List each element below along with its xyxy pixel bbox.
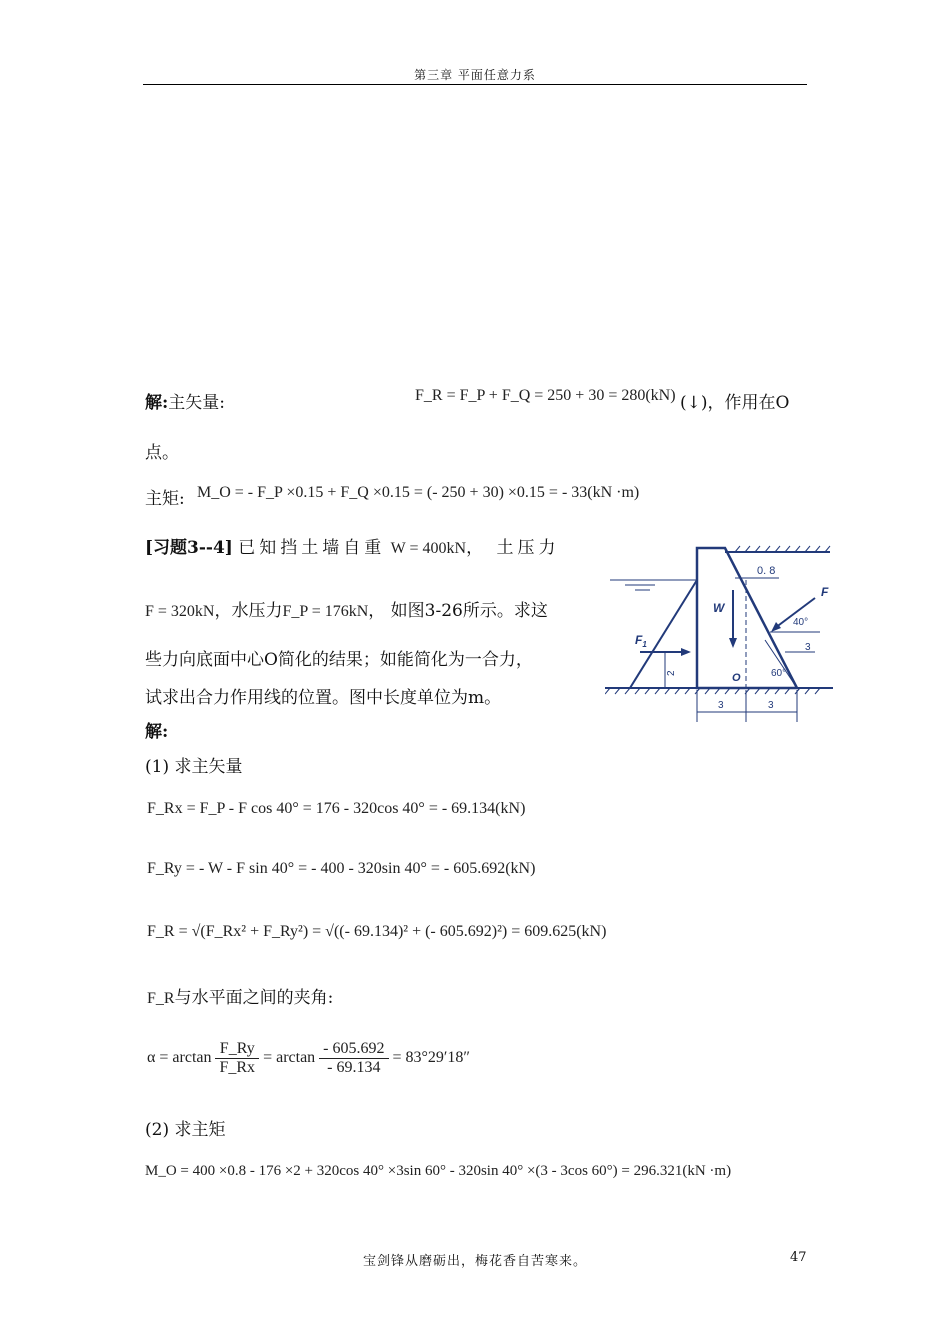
dim-08-label: 0. 8: [757, 565, 776, 577]
wall-outline: [697, 548, 797, 688]
problem-line-4: 试求出合力作用线的位置。图中长度单位为m。: [145, 688, 502, 708]
alpha-mid: = arctan: [263, 1049, 316, 1067]
solution1-heading: [145, 388, 225, 413]
problem-text-2a: ，水压力: [214, 601, 283, 621]
solution-label: 解:: [145, 393, 169, 413]
alpha-lhs: α = arctan: [147, 1049, 212, 1067]
f-label: F: [821, 585, 829, 599]
angle-40-label: 40°: [793, 617, 809, 628]
main-vector-label: 主矢量:: [168, 393, 226, 413]
page-number: 47: [790, 1250, 807, 1265]
problem-text-1: 已知挡土墙自重: [238, 538, 386, 558]
dim-right-label: 3: [768, 700, 774, 711]
angle-caption-symbol: F_R: [147, 990, 175, 1007]
retaining-wall-figure: [605, 540, 835, 730]
mo2-equation: M_O = 400 ×0.8 - 176 ×2 + 320cos 40° ×3sin 60° - 320sin 40° ×(3 - 3cos 60°) = 296.321(kN ·m): [145, 1163, 732, 1179]
fr-suffix: (↓)，作用在O: [680, 393, 790, 413]
dim-left-label: 3: [718, 700, 724, 711]
fry-equation: F_Ry = - W - F sin 40° = - 400 - 320sin 40° = - 605.692(kN): [147, 860, 536, 877]
w-label: W: [713, 601, 725, 615]
step1-heading: (1) 求主矢量: [145, 757, 243, 777]
alpha-rhs: = 83°29′18″: [392, 1049, 471, 1067]
problem-line-1: [145, 533, 559, 558]
frx-equation: F_Rx = F_P - F cos 40° = 176 - 320cos 40° = - 69.134(kN): [147, 800, 526, 817]
moment-label: 主矩:: [145, 489, 185, 509]
angle-60-label: 60°: [771, 668, 787, 679]
point-text: 点。: [145, 443, 179, 463]
f1-arrow: [681, 648, 691, 656]
problem-tag: [习题3--4]: [145, 538, 233, 558]
w-arrow: [729, 638, 737, 648]
header-rule: [143, 84, 807, 85]
f1-label: $F_1$: [635, 633, 647, 649]
angle-caption-text: 与水平面之间的夹角:: [174, 988, 334, 1008]
step2-heading: (2) 求主矩: [145, 1120, 226, 1140]
dim-3-label: 3: [805, 642, 811, 653]
alpha-den-1: F_Rx: [219, 1059, 256, 1076]
problem-line-2: [145, 596, 548, 621]
o-label: O: [732, 672, 741, 684]
footer-motto: 宝剑锋从磨砺出，梅花香自苦寒来。: [362, 1254, 587, 1269]
fr-magnitude-equation: F_R = √(F_Rx² + F_Ry²) = √((- 69.134)² + (- 605.692)²) = 609.625(kN): [147, 923, 607, 940]
weight-value: W = 400kN: [390, 540, 467, 557]
angle-caption: [147, 983, 333, 1008]
alpha-frac-1: [215, 1040, 259, 1077]
alpha-num-2: - 605.692: [319, 1040, 388, 1059]
alpha-num-1: F_Ry: [215, 1040, 259, 1059]
fr-equation: F_R = F_P + F_Q = 250 + 30 = 280(kN): [415, 387, 676, 404]
dim-2-label: 2: [666, 670, 677, 676]
alpha-den-2: - 69.134: [327, 1059, 381, 1076]
mo-equation: M_O = - F_P ×0.15 + F_Q ×0.15 = (- 250 + 30) ×0.15 = - 33(kN ·m): [197, 484, 640, 501]
water-force-value: F_P = 176kN: [282, 603, 369, 620]
alpha-frac-2: [319, 1040, 388, 1077]
problem-line-3: 些力向底面中心O简化的结果；如能简化为一合力，: [145, 650, 533, 670]
page-header: 第三章 平面任意力系: [414, 68, 536, 82]
force-value: F = 320kN: [145, 603, 215, 620]
solution2-label: 解:: [145, 722, 169, 742]
problem-text-1b: ， 土压力: [466, 538, 560, 558]
alpha-equation: [147, 1040, 470, 1077]
problem-text-2b: ， 如图3-26所示。求这: [368, 601, 548, 621]
